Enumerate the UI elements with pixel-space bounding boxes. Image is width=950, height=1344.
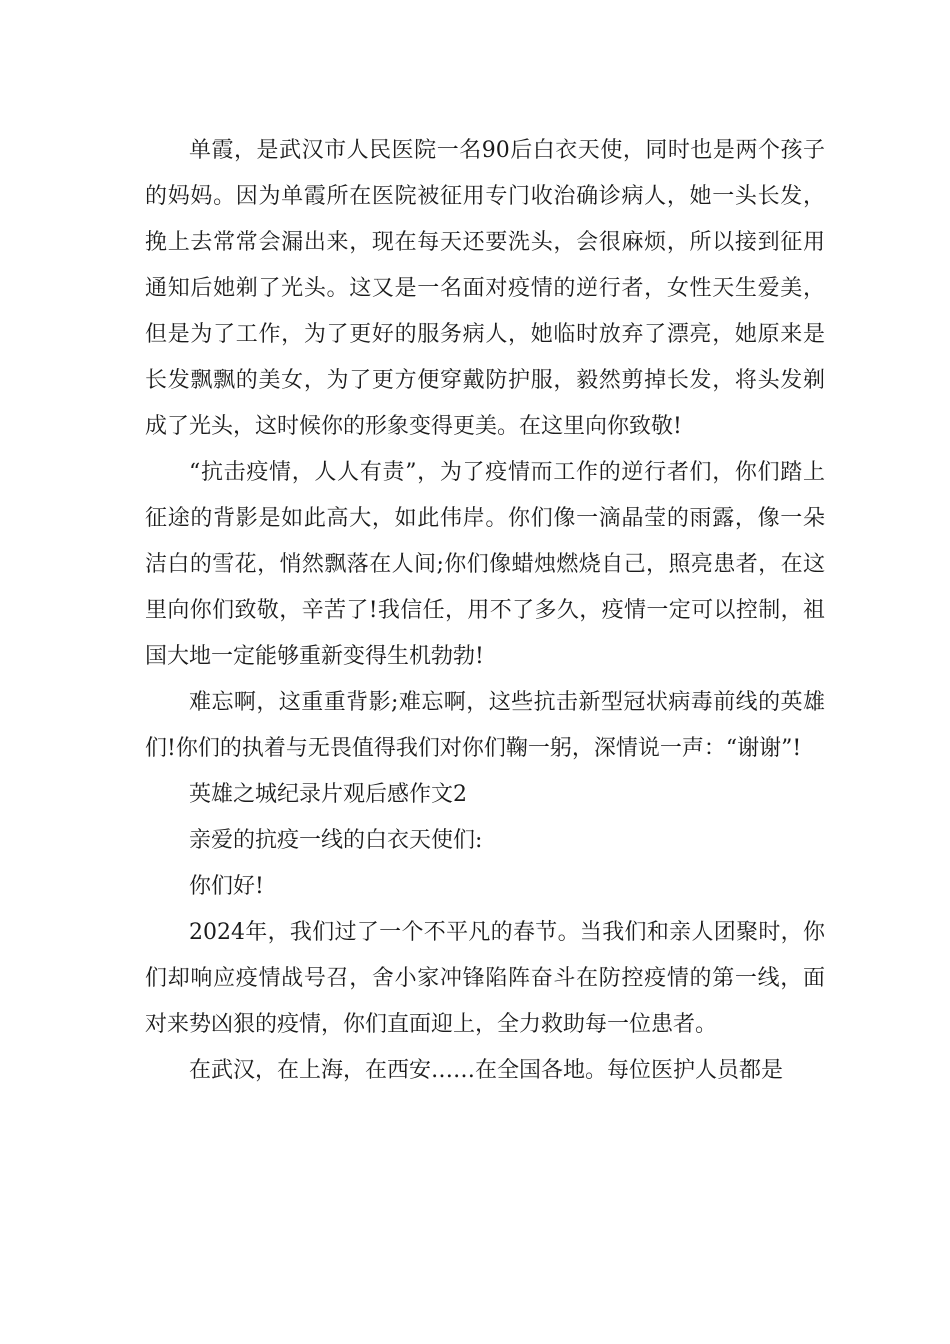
paragraph-spring-festival: 2024年，我们过了一个不平凡的春节。当我们和亲人团聚时，你们却响应疫情战号召，舍小家冲锋陷阵奋斗在防控疫情的第一线，面对来势凶狠的疫情，你们直面迎上，全力救助每一位患者。 — [145, 920, 825, 1037]
paragraph-anti-epidemic: “抗击疫情，人人有责”，为了疫情而工作的逆行者们，你们踏上征途的背影是如此高大，如此伟岸。你们像一滴晶莹的雨露，像一朵洁白的雪花，悄然飘落在人间;你们像蜡烛燃烧自己，照亮患者，在这里向你们致敬，辛苦了!我信任，用不了多久，疫情一定可以控制，祖国大地一定能够重新变得生机勃勃! — [145, 460, 825, 669]
document-body — [145, 128, 825, 1094]
paragraph-unforgettable: 难忘啊，这重重背影;难忘啊，这些抗击新型冠状病毒前线的英雄们!你们的执着与无畏值得我们对你们鞠一躬，深情说一声：“谢谢”! — [145, 690, 825, 761]
letter-salutation: 亲爱的抗疫一线的白衣天使们: — [189, 828, 483, 853]
section-heading: 英雄之城纪录片观后感作文2 — [189, 782, 467, 807]
letter-greeting: 你们好! — [189, 874, 264, 899]
paragraph-nationwide: 在武汉，在上海，在西安……在全国各地。每位医护人员都是 — [189, 1058, 784, 1083]
paragraph-shanxia: 单霞，是武汉市人民医院一名90后白衣天使，同时也是两个孩子的妈妈。因为单霞所在医院被征用专门收治确诊病人，她一头长发，挽上去常常会漏出来，现在每天还要洗头，会很麻烦，所以接到征用通知后她剃了光头。这又是一名面对疫情的逆行者，女性天生爱美，但是为了工作，为了更好的服务病人，她临时放弃了漂亮，她原来是长发飘飘的美女，为了更方便穿戴防护服，毅然剪掉长发，将头发剃成了光头，这时候你的形象变得更美。在这里向你致敬! — [145, 138, 825, 439]
